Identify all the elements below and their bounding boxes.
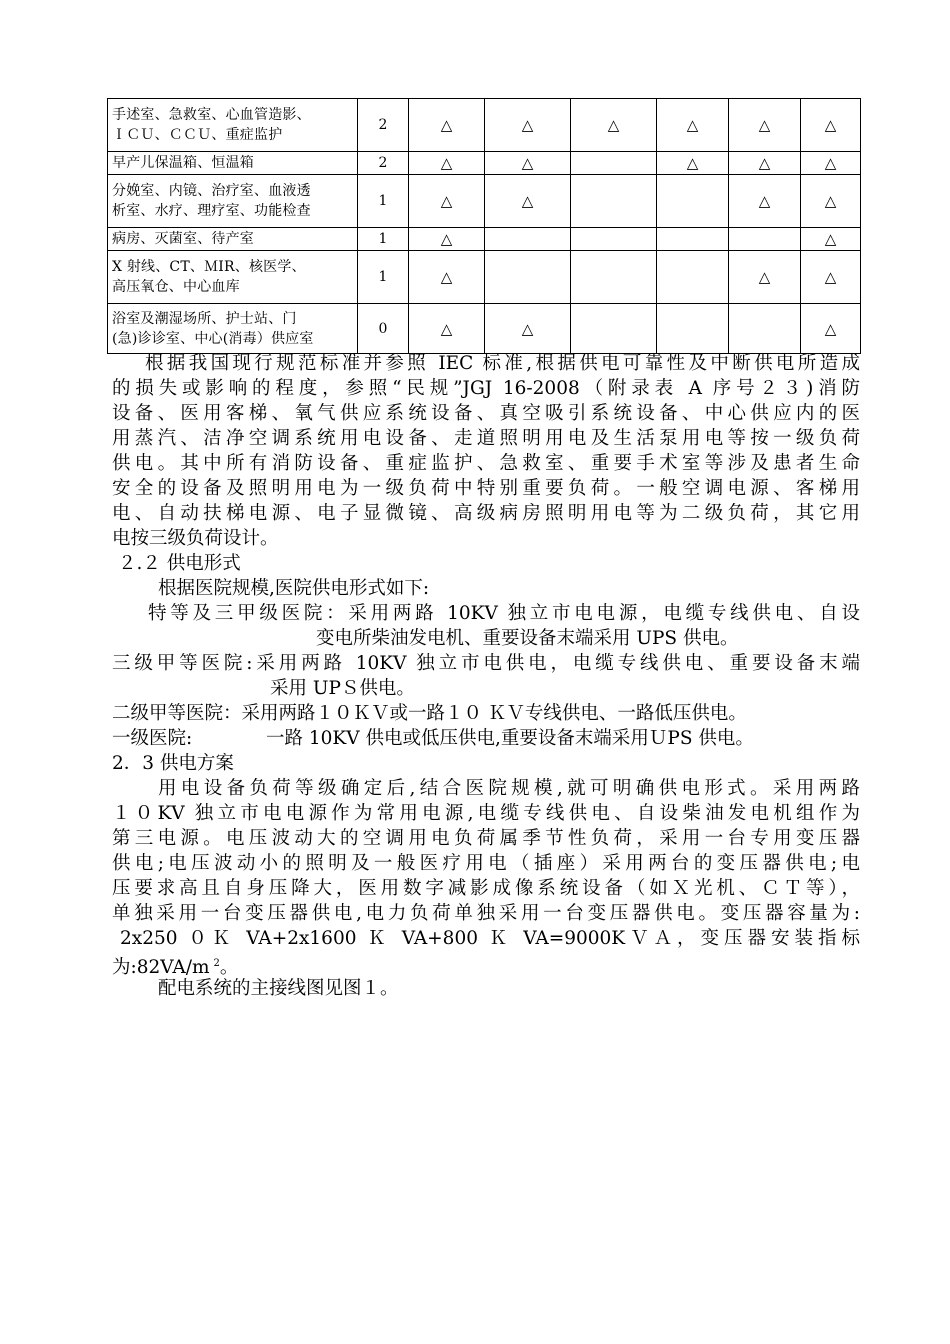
table-row (108, 99, 861, 152)
table-row (108, 228, 861, 251)
table-cell-level: 1 (358, 228, 409, 251)
table-cell-mark: △ (657, 152, 729, 175)
table-cell-mark: △ (485, 304, 571, 354)
table-cell-mark (657, 175, 729, 228)
table-cell-mark: △ (801, 251, 861, 304)
table-cell-level: 1 (358, 175, 409, 228)
table-cell-mark: △ (409, 99, 485, 152)
supply-form-line: 三级甲等医院:采用两路 10KV 独立市电供电，电缆专线供电、重要设备末端 (112, 653, 860, 674)
section-heading: ２.２ 供电形式 (118, 553, 241, 574)
load-class-table (107, 98, 861, 354)
table-cell-category: 手述室、急救室、心血管造影、 ＩＣＵ、ＣＣＵ、重症监护 (108, 99, 358, 152)
paragraph-line: 供电。其中所有消防设备、重症监护、急救室、重要手术室等涉及患者生命 (112, 453, 860, 474)
table-cell-mark (571, 251, 657, 304)
paragraph-line: 2x250 ０Ｋ VA+2x1600 Ｋ VA+800 Ｋ VA=9000KＶＡ，变压器安装指标 (120, 928, 860, 949)
supply-form-line: 一路 10KV 供电或低压供电,重要设备末端采用ＵPS 供电。 (266, 728, 754, 749)
table-cell-mark (571, 228, 657, 251)
supply-form-line: 一级医院: (112, 728, 193, 749)
paragraph-line: 供电;电压波动小的照明及一般医疗用电（插座）采用两台的变压器供电;电 (112, 853, 860, 874)
table-cell-mark: △ (409, 251, 485, 304)
paragraph-line: 的损失或影响的程度，参照“民规”JGJ 16-2008（附录表 A 序号２３)消防 (112, 378, 860, 399)
table-cell-mark (571, 152, 657, 175)
table-cell-mark: △ (485, 175, 571, 228)
table-cell-mark: △ (801, 152, 861, 175)
table-cell-mark (571, 304, 657, 354)
table-cell-mark: △ (801, 304, 861, 354)
table-cell-mark: △ (409, 228, 485, 251)
supply-form-line: 二级甲等医院：采用两路１０ＫＶ或一路１０ ＫＶ专线供电、一路低压供电。 (112, 703, 747, 724)
table-cell-mark (657, 304, 729, 354)
table-cell-level: 2 (358, 99, 409, 152)
table-cell-category: 病房、灭菌室、待产室 (108, 228, 358, 251)
paragraph-line: 根据我国现行规范标准并参照 IEC 标准,根据供电可靠性及中断供电所造成 (145, 353, 860, 374)
table-row (108, 251, 861, 304)
paragraph-line: 设备、医用客梯、氧气供应系统设备、真空吸引系统设备、中心供应内的医 (112, 403, 860, 424)
table-cell-mark (485, 228, 571, 251)
table-cell-mark (657, 228, 729, 251)
table-cell-mark (571, 175, 657, 228)
table-cell-mark (485, 251, 571, 304)
paragraph-line: 单独采用一台变压器供电,电力负荷单独采用一台变压器供电。变压器容量为: (112, 903, 860, 924)
paragraph-line: 第三电源。电压波动大的空调用电负荷属季节性负荷，采用一台专用变压器 (112, 828, 860, 849)
table-row (108, 175, 861, 228)
table-cell-mark: △ (409, 152, 485, 175)
table-row (108, 152, 861, 175)
table-row (108, 304, 861, 354)
paragraph-line: 电按三级负荷设计。 (112, 528, 279, 549)
table-cell-mark (657, 251, 729, 304)
table-cell-category: 分娩室、内镜、治疗室、血液透 析室、水疗、理疗室、功能检查 (108, 175, 358, 228)
table-cell-mark: △ (729, 152, 801, 175)
table-cell-category: X 射线、CT、ＭIR、核医学、 高压氧仓、中心血库 (108, 251, 358, 304)
paragraph-line: 用电设备负荷等级确定后,结合医院规模,就可明确供电形式。采用两路 (158, 778, 860, 799)
table-cell-mark: △ (657, 99, 729, 152)
paragraph-line: 为:82VA/m $^2$。 (112, 957, 239, 979)
supply-form-line: 特等及三甲级医院：采用两路 10KV 独立市电电源，电缆专线供电、自设 (148, 603, 860, 624)
table-cell-level: 2 (358, 152, 409, 175)
supply-form-line: 变电所柴油发电机、重要设备末端采用 UPS 供电。 (316, 628, 739, 649)
table-cell-mark: △ (409, 175, 485, 228)
table-cell-mark: △ (801, 175, 861, 228)
table-cell-mark: △ (729, 175, 801, 228)
table-cell-mark: △ (571, 99, 657, 152)
paragraph-line: 安全的设备及照明用电为一级负荷中特别重要负荷。一般空调电源、客梯用 (112, 478, 860, 499)
paragraph-line: 根据医院规模,医院供电形式如下: (158, 578, 430, 599)
table-cell-mark: △ (801, 99, 861, 152)
section-heading: 2．3 供电方案 (112, 753, 234, 774)
table-cell-mark (729, 304, 801, 354)
table-cell-level: 1 (358, 251, 409, 304)
table-cell-mark (729, 228, 801, 251)
table-cell-category: 浴室及潮湿场所、护士站、门 (急)诊诊室、中心(消毒）供应室 (108, 304, 358, 354)
table-cell-mark: △ (729, 251, 801, 304)
table-cell-mark: △ (485, 99, 571, 152)
table-cell-mark: △ (801, 228, 861, 251)
supply-form-line: 采用 UPＳ供电。 (270, 678, 415, 699)
paragraph-line: 压要求高且自身压降大，医用数字减影成像系统设备（如Ｘ光机、ＣＴ等）， (112, 878, 860, 899)
paragraph-line: 电、自动扶梯电源、电子显微镜、高级病房照明用电等为二级负荷，其它用 (112, 503, 860, 524)
table-cell-level: 0 (358, 304, 409, 354)
table-cell-mark: △ (409, 304, 485, 354)
paragraph-line: 用蒸汽、洁净空调系统用电设备、走道照明用电及生活泵用电等按一级负荷 (112, 428, 860, 449)
table-cell-category: 早产儿保温箱、恒温箱 (108, 152, 358, 175)
paragraph-line: 配电系统的主接线图见图１。 (158, 978, 399, 999)
superscript: 2 (213, 958, 220, 969)
table-cell-mark: △ (729, 99, 801, 152)
table-cell-mark: △ (485, 152, 571, 175)
paragraph-line: １０KV 独立市电电源作为常用电源,电缆专线供电、自设柴油发电机组作为 (112, 803, 860, 824)
